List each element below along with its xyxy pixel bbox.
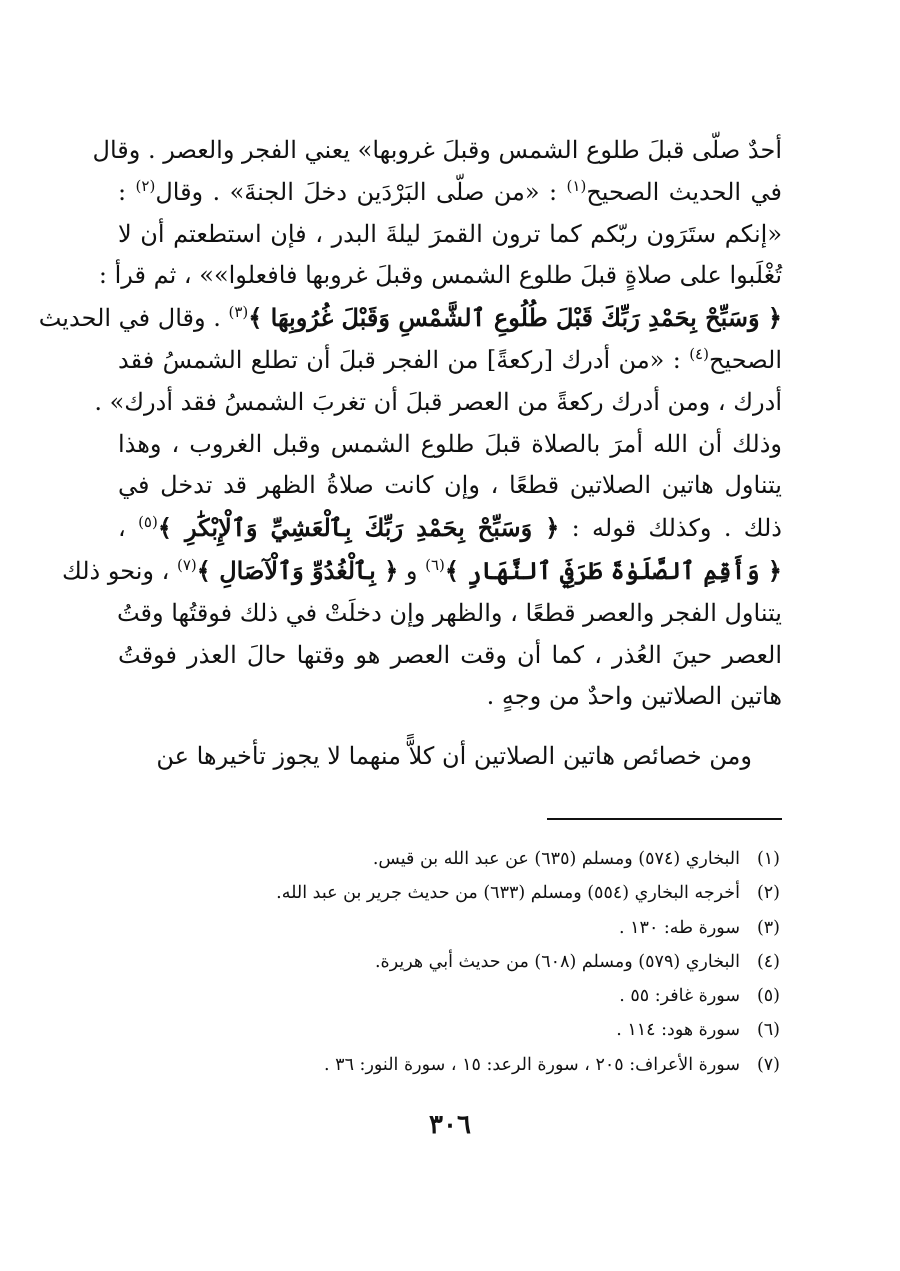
- footnote-number: (١): [756, 849, 780, 869]
- footnote-number: (٤): [756, 951, 780, 972]
- text-line: [118, 507, 782, 550]
- book-page: [38, 130, 782, 1230]
- text-run: العصر حينَ العُذر ، كما أن وقت العصر هو وقتها حالَ العذر فوقتُ: [118, 640, 782, 669]
- footnote-reference: (٧): [177, 555, 197, 574]
- footnote-item: [118, 911, 782, 945]
- text-run: في الحديث الصحيح: [586, 177, 782, 206]
- text-line: [98, 255, 782, 297]
- text-run: : «من صلّى البَرْدَين دخلَ الجنةَ» . وقال: [155, 177, 567, 206]
- text-run: الصحيح: [708, 345, 782, 374]
- footnote-item: [118, 945, 782, 979]
- quran-verse: ﴿ وَسَبِّحْ بِحَمْدِ رَبِّكَ قَبْلَ طُلُوعِ ٱلشَّمْسِ وَقَبْلَ غُرُوبِهَا ﴾: [248, 303, 782, 333]
- text-run: «إنكم ستَرَون ربّكم كما ترون القمرَ ليلةَ البدر ، فإن استطعتم أن لا: [118, 219, 782, 248]
- text-line: [118, 172, 782, 214]
- quran-verse: ﴿ بِٱلْغُدُوِّ وَٱلْآصَالِ ﴾: [196, 555, 399, 585]
- text-line: [118, 465, 782, 507]
- text-run: تُغْلَبوا على صلاةٍ قبلَ طلوع الشمس وقبلَ غروبها فافعلوا»» ، ثم قرأ :: [98, 261, 782, 290]
- text-run: يتناول هاتين الصلاتين قطعًا ، وإن كانت صلاةُ الظهر قد تدخل في: [118, 471, 782, 500]
- footnote-item: [118, 1013, 782, 1047]
- footnote-reference: (٥): [138, 513, 158, 532]
- footnote-text: سورة الأعراف: ٢٠٥ ، سورة الرعد: ١٥ ، سورة النور: ٣٦ .: [324, 1054, 740, 1075]
- main-text: [38, 130, 782, 718]
- text-run: ذلك . وكذلك قوله :: [559, 514, 782, 543]
- footnote-reference: (٢): [135, 176, 156, 195]
- text-line: [118, 340, 782, 382]
- footnote-reference: (١): [566, 176, 587, 195]
- text-run: وذلك أن الله أمرَ بالصلاة قبلَ طلوع الشمس وقبل الغروب ، وهذا: [118, 429, 782, 458]
- text-run: أحدٌ صلّى قبلَ طلوع الشمس وقبلَ غروبها» يعني الفجر والعصر . وقال: [92, 136, 782, 164]
- footnote-reference: (٣): [228, 303, 249, 322]
- text-run: :: [118, 177, 136, 206]
- footnote-item: [118, 979, 782, 1013]
- page-number: ٣٠٦: [429, 1110, 471, 1140]
- text-run: ،: [118, 514, 139, 543]
- text-line: [118, 424, 782, 466]
- footnote-text: البخاري (٥٧٩) ومسلم (٦٠٨) من حديث أبي هريرة.: [374, 951, 740, 972]
- text-run: يتناول الفجر والعصر قطعًا ، والظهر وإن دخلَتْ في ذلك فوقتُها وقتُ: [116, 598, 782, 627]
- text-line: [92, 130, 782, 172]
- footnote-separator: [547, 818, 782, 820]
- footnote-text: سورة هود: ١١٤ .: [616, 1020, 740, 1041]
- footnote-text: البخاري (٥٧٤) ومسلم (٦٣٥) عن عبد الله بن قيس.: [372, 849, 740, 869]
- text-run: ، ونحو ذلك: [61, 556, 177, 585]
- quran-verse: ﴿ وَأَقِمِ ٱلصَّلَوٰةَ طَرَفَيِ ٱلنَّهَارِ ﴾: [444, 555, 782, 585]
- text-line: [94, 382, 782, 424]
- text-line: [61, 550, 782, 593]
- footnote-number: (٣): [756, 917, 780, 938]
- footnote-text: سورة غافر: ٥٥ .: [619, 986, 740, 1007]
- footnote-number: (٧): [756, 1054, 780, 1075]
- text-run: و: [398, 556, 426, 585]
- text-run: . وقال في الحديث: [38, 304, 229, 333]
- footnote-item: [118, 1048, 782, 1082]
- text-line: [118, 214, 782, 256]
- footnote-reference: (٦): [425, 555, 445, 574]
- footnote-text: سورة طه: ١٣٠ .: [619, 917, 740, 938]
- footnotes-list: [118, 842, 782, 1082]
- footnote-item: [118, 842, 782, 876]
- footnote-text: أخرجه البخاري (٥٥٤) ومسلم (٦٣٣) من حديث جرير بن عبد الله.: [276, 883, 740, 904]
- text-line: [118, 676, 782, 718]
- quran-verse: ﴿ وَسَبِّحْ بِحَمْدِ رَبِّكَ بِٱلْعَشِيِّ وَٱلْإِبْكَٰرِ ﴾: [157, 513, 560, 543]
- footnote-number: (٢): [756, 883, 780, 904]
- text-line: [118, 593, 782, 635]
- text-line: [38, 297, 782, 340]
- footnote-item: [118, 876, 782, 910]
- footnote-number: (٦): [756, 1020, 780, 1041]
- text-run: أدرك ، ومن أدرك ركعةً من العصر قبلَ أن تغربَ الشمسُ فقد أدرك» .: [94, 387, 782, 416]
- text-line: [118, 635, 782, 677]
- footnote-reference: (٤): [689, 344, 709, 363]
- paragraph-2: ومن خصائص هاتين الصلاتين أن كلاًّ منهما لا يجوز تأخيرها عن: [156, 742, 752, 771]
- footnote-number: (٥): [756, 986, 780, 1007]
- text-run: : «من أدرك [ركعةً] من الفجر قبلَ أن تطلع الشمسُ فقد: [118, 345, 690, 374]
- text-run: هاتين الصلاتين واحدٌ من وجهٍ .: [486, 682, 782, 711]
